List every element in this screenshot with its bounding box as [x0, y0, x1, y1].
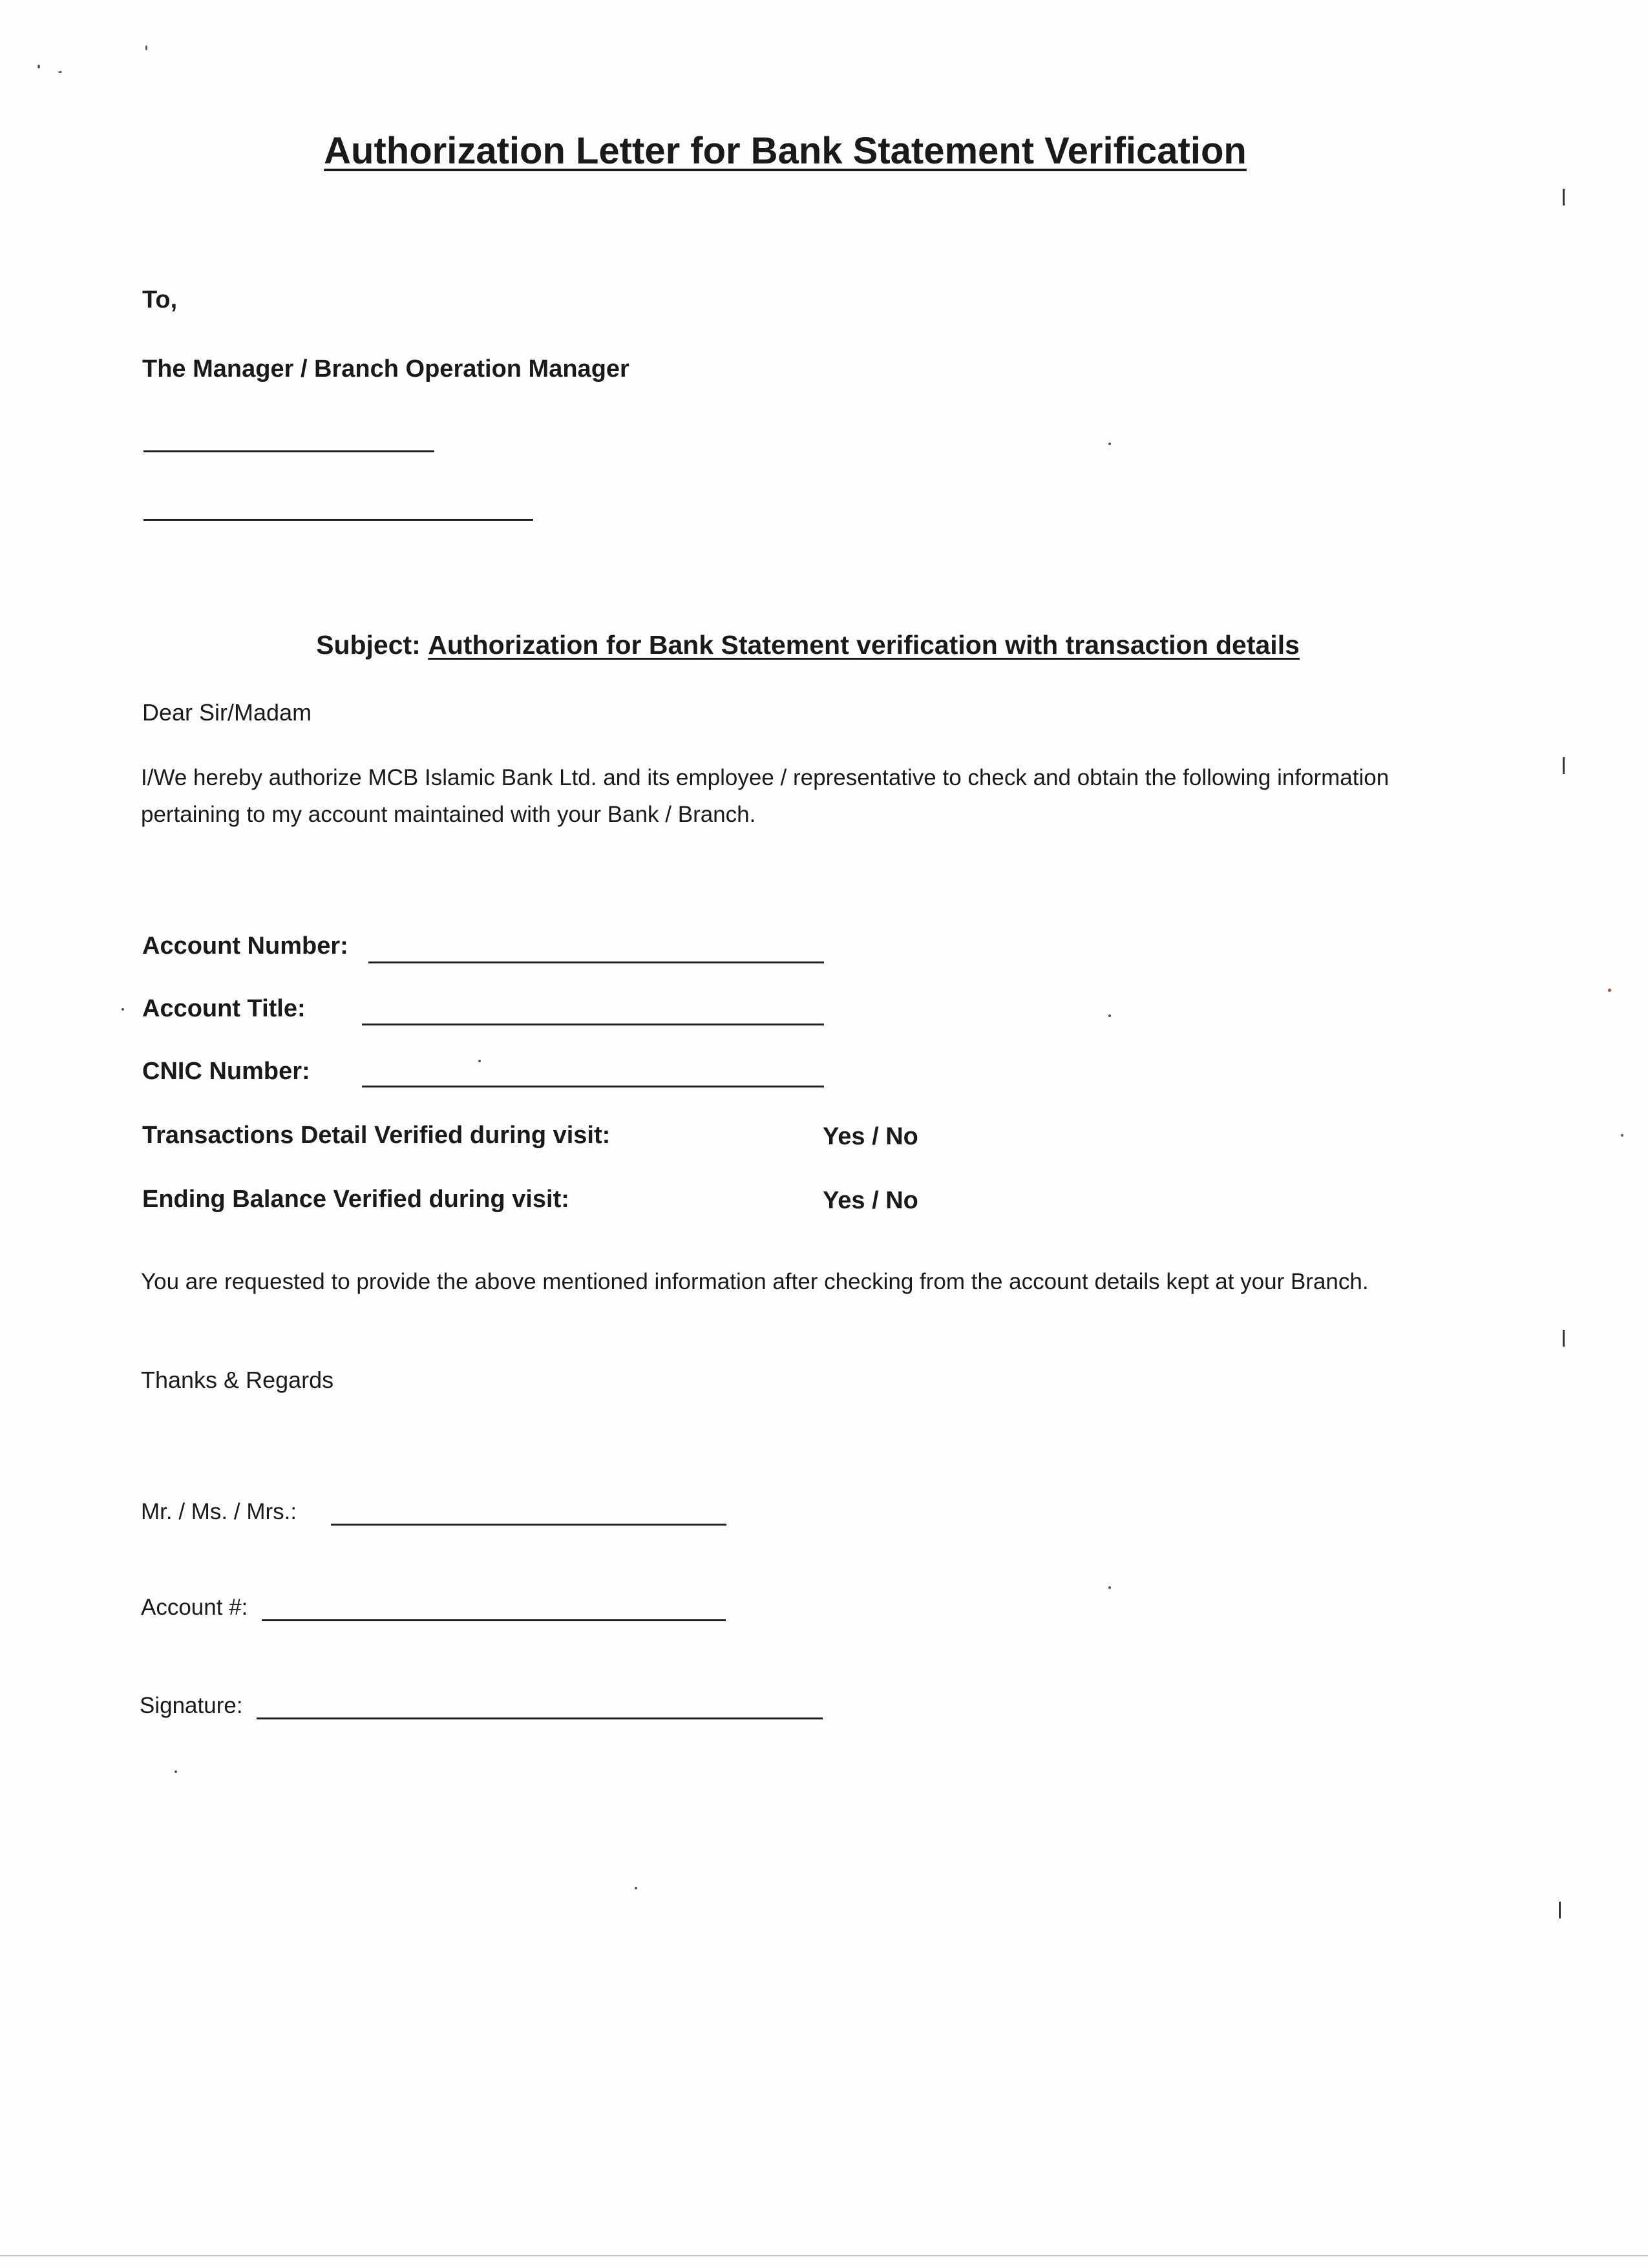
document-title: Authorization Letter for Bank Statement Verification [324, 130, 1247, 172]
scan-speck [478, 1060, 481, 1062]
scan-speck [145, 45, 147, 50]
scan-speck [1621, 1134, 1623, 1137]
body-paragraph-2: You are requested to provide the above mentioned information after checking from the account details kept at your Branch. [141, 1269, 1369, 1294]
ending-balance-verified-label: Ending Balance Verified during visit: [142, 1186, 569, 1213]
account-number-field[interactable] [368, 961, 824, 963]
scan-speck [1108, 1014, 1111, 1017]
name-label: Mr. / Ms. / Mrs.: [141, 1499, 297, 1524]
account-number-label: Account Number: [142, 932, 348, 960]
name-field[interactable] [331, 1524, 726, 1526]
signature-label: Signature: [140, 1693, 243, 1718]
subject-label: Subject: [316, 630, 421, 660]
scan-speck [1108, 443, 1111, 445]
account-label: Account #: [141, 1595, 248, 1620]
scan-speck [58, 71, 62, 73]
scan-speck [1608, 989, 1611, 992]
scan-edge-mark [1559, 1902, 1561, 1918]
signature-field[interactable] [257, 1717, 823, 1719]
address-line-1[interactable] [143, 450, 434, 452]
scan-edge-mark [1563, 1330, 1565, 1347]
scan-speck [174, 1770, 177, 1773]
account-field[interactable] [262, 1619, 726, 1621]
salutation: Dear Sir/Madam [142, 699, 312, 726]
to-label: To, [142, 286, 178, 313]
recipient-line: The Manager / Branch Operation Manager [142, 355, 629, 383]
cnic-number-field[interactable] [362, 1086, 824, 1087]
account-title-field[interactable] [362, 1024, 824, 1025]
closing: Thanks & Regards [141, 1367, 334, 1393]
scan-speck [121, 1008, 124, 1011]
scan-edge-mark [1563, 757, 1565, 774]
scan-speck [635, 1887, 637, 1889]
scan-speck [37, 65, 40, 68]
ending-balance-verified-yes-no[interactable]: Yes / No [823, 1187, 918, 1214]
page-bottom-edge [0, 2255, 1648, 2256]
address-line-2[interactable] [143, 519, 533, 521]
scan-speck [1108, 1586, 1111, 1589]
cnic-number-label: CNIC Number: [142, 1058, 310, 1085]
body-paragraph-1: I/We hereby authorize MCB Islamic Bank Ltd. and its employee / representative to check and obtain the following information pertaining to my account maintained with your Bank / Branch. [141, 765, 1389, 827]
scan-edge-mark [1563, 189, 1565, 205]
transactions-verified-yes-no[interactable]: Yes / No [823, 1123, 918, 1150]
subject-line [0, 630, 1616, 660]
transactions-verified-label: Transactions Detail Verified during visit: [142, 1122, 611, 1149]
subject-text: Authorization for Bank Statement verification with transaction details [428, 630, 1300, 660]
account-title-label: Account Title: [142, 995, 306, 1022]
